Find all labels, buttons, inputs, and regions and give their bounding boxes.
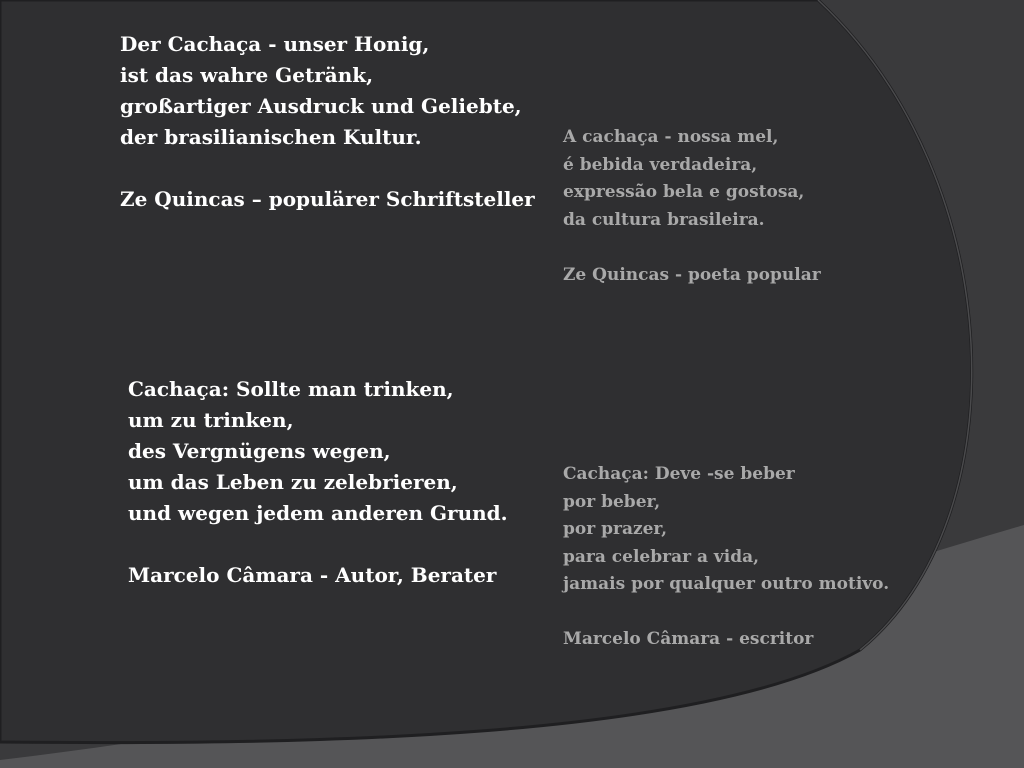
verse-line: Der Cachaça - unser Honig, bbox=[120, 32, 430, 56]
verse-line: é bebida verdadeira, bbox=[563, 154, 758, 175]
verse-line: da cultura brasileira. bbox=[563, 209, 765, 230]
verse-line: um das Leben zu zelebrieren, bbox=[128, 470, 458, 494]
portuguese-verse-1 bbox=[563, 124, 821, 289]
verse-line: jamais por qualquer outro motivo. bbox=[563, 574, 890, 594]
verse-gap bbox=[120, 153, 535, 184]
verse-author: Ze Quincas - poeta popular bbox=[563, 264, 821, 285]
verse-line: ist das wahre Getränk, bbox=[120, 63, 374, 87]
verse-line: um zu trinken, bbox=[128, 408, 294, 432]
verse-line: para celebrar a vida, bbox=[563, 546, 760, 567]
portuguese-verse-2 bbox=[563, 461, 889, 654]
verse-author: Marcelo Câmara - escritor bbox=[563, 629, 814, 649]
verse-line: der brasilianischen Kultur. bbox=[120, 125, 422, 149]
verse-line: des Vergnügens wegen, bbox=[128, 439, 391, 463]
verse-gap bbox=[563, 234, 821, 262]
verse-line: por beber, bbox=[563, 491, 661, 512]
verse-line: großartiger Ausdruck und Geliebte, bbox=[120, 94, 522, 118]
verse-gap bbox=[563, 599, 889, 627]
verse-line: und wegen jedem anderen Grund. bbox=[128, 501, 508, 525]
verse-line: Cachaça: Sollte man trinken, bbox=[128, 377, 454, 401]
verse-line: Cachaça: Deve -se beber bbox=[563, 464, 795, 484]
german-verse-2 bbox=[128, 374, 508, 591]
verse-author: Ze Quincas – populärer Schriftsteller bbox=[120, 187, 535, 211]
verse-line: por prazer, bbox=[563, 519, 668, 539]
verse-gap bbox=[128, 529, 508, 560]
german-verse-1 bbox=[120, 29, 535, 215]
verse-line: A cachaça - nossa mel, bbox=[563, 127, 779, 147]
verse-author: Marcelo Câmara - Autor, Berater bbox=[128, 563, 497, 587]
verse-line: expressão bela e gostosa, bbox=[563, 182, 805, 202]
